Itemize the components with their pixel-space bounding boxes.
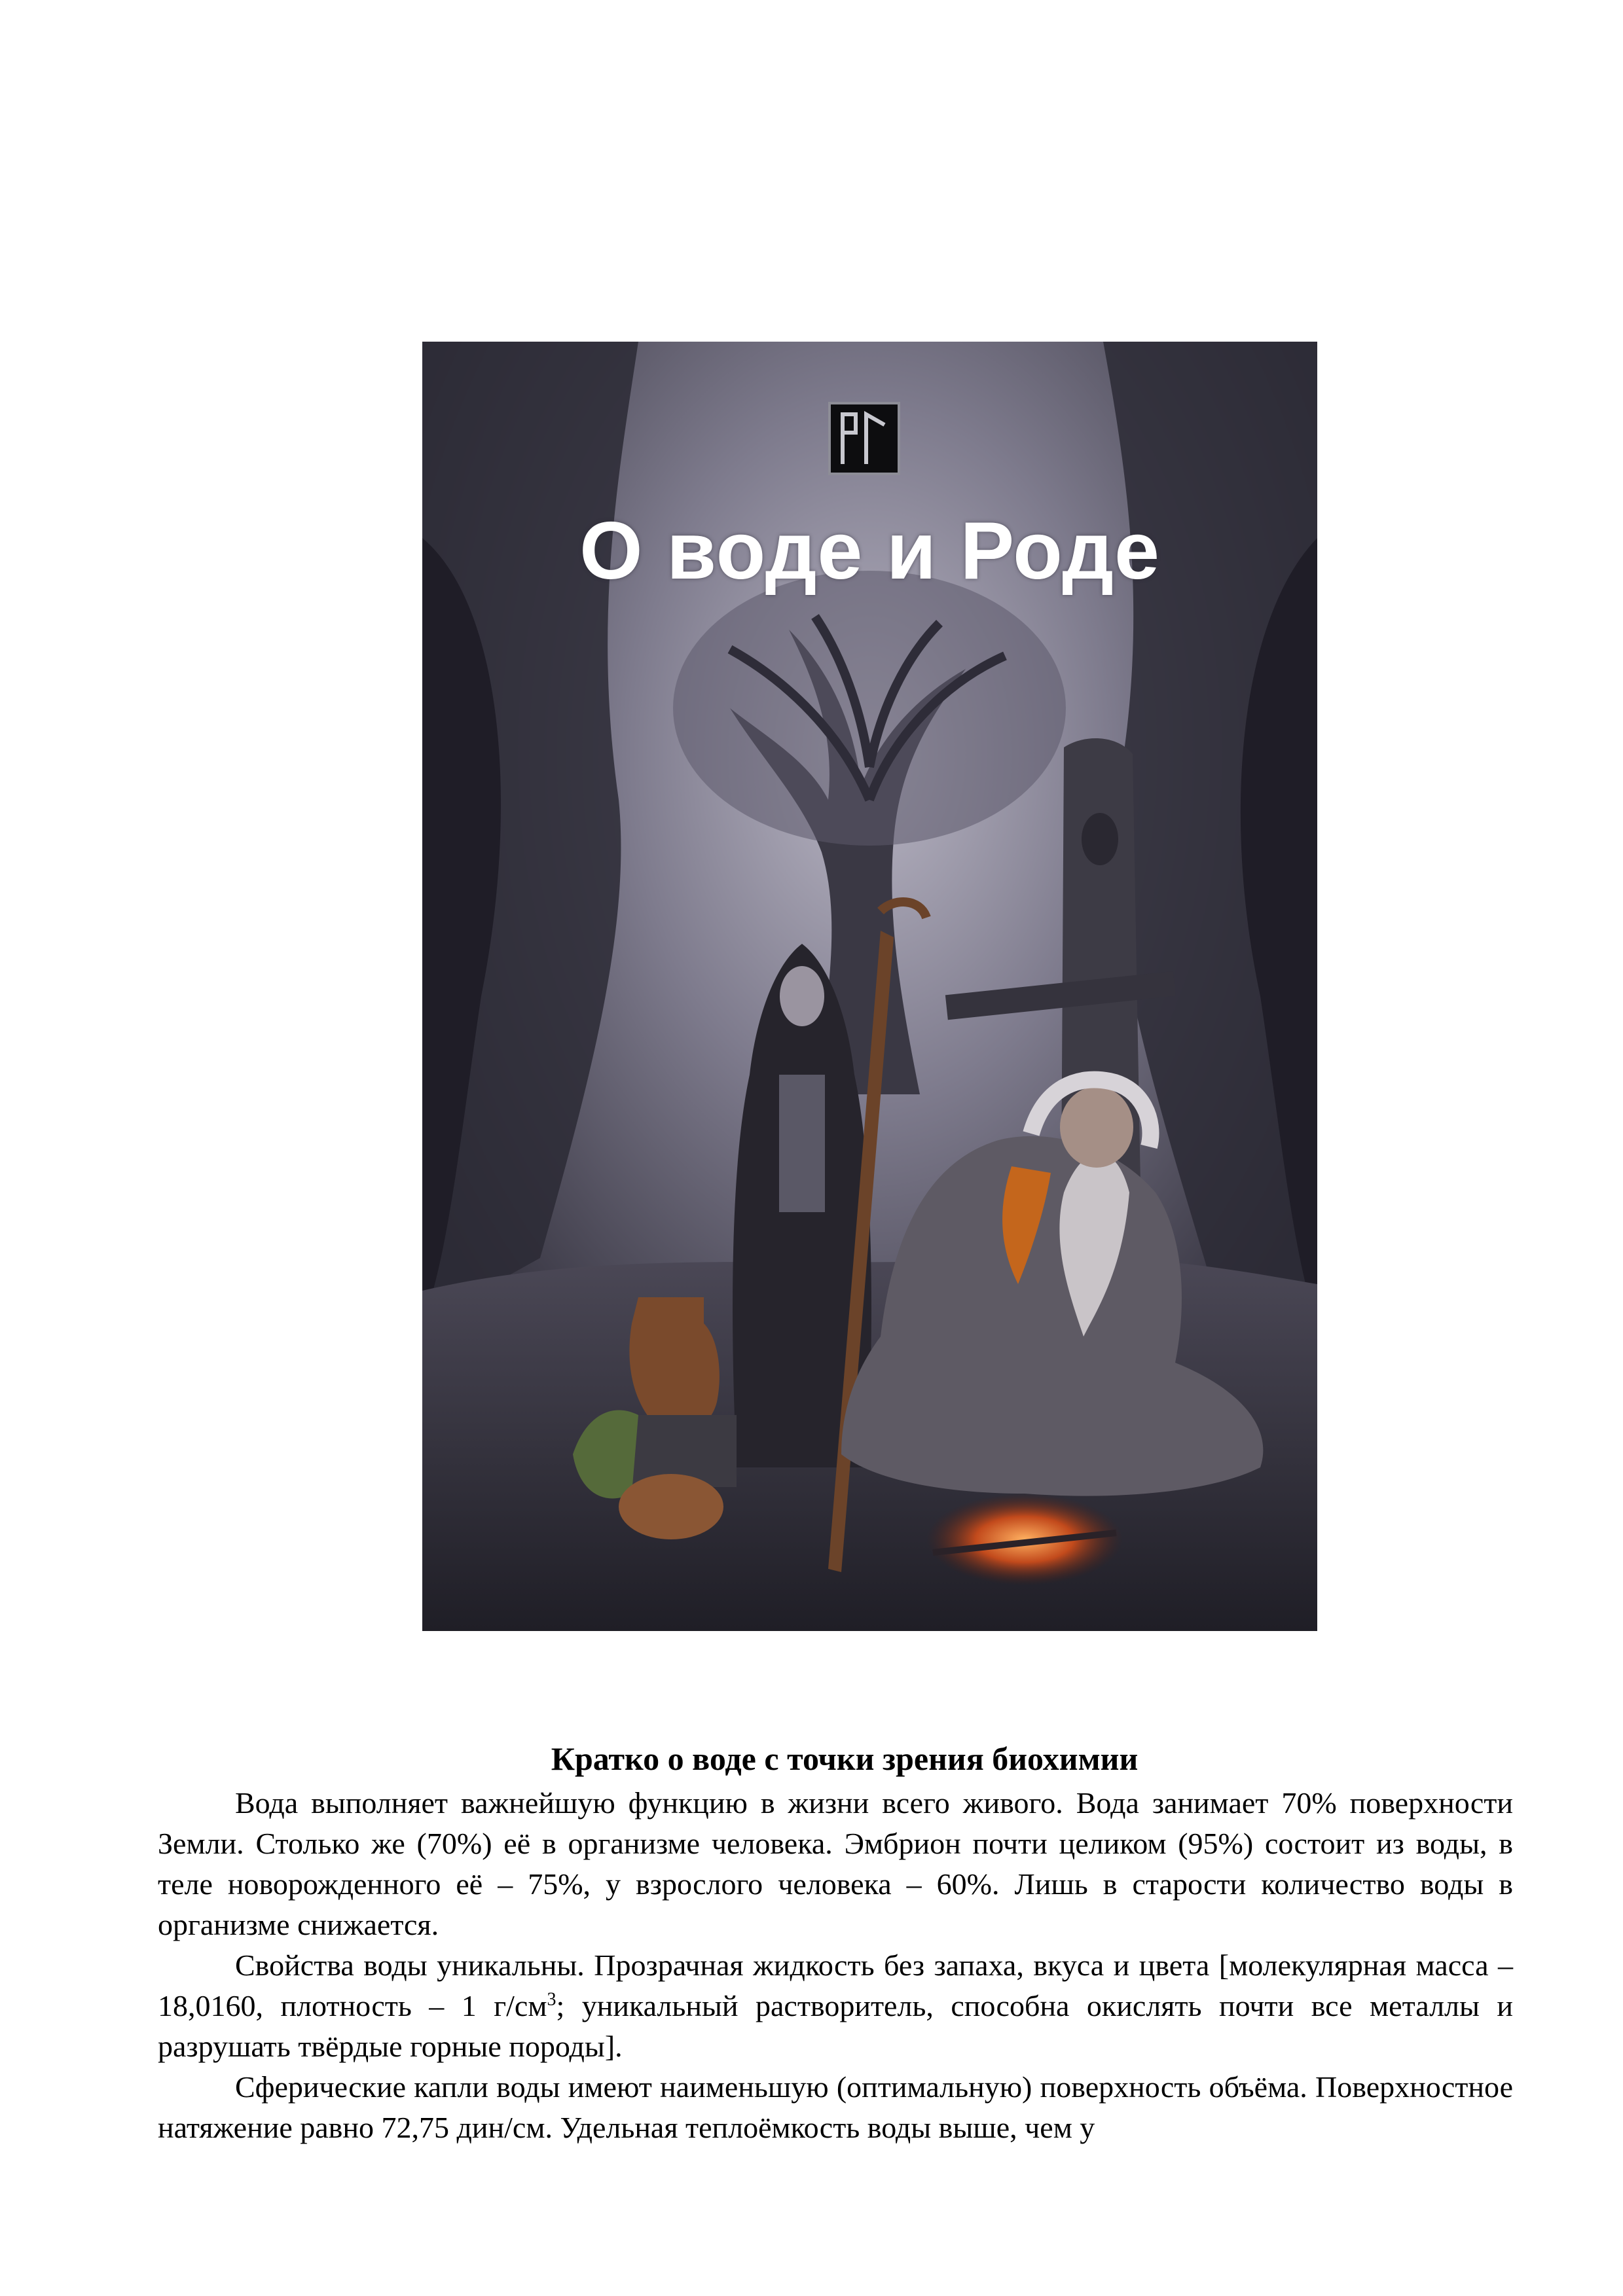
paragraph: Сферические капли воды имеют наименьшую (оптимальную) поверхность объёма. Поверхностное натяжение равно 72,75 дин/см. Удельная теплоёмкость воды выше, чем у — [158, 2070, 1513, 2144]
superscript: 3 — [547, 1989, 556, 2010]
paragraph-text: Свойства воды уникальны. Прозрачная жидкость без запаха, вкуса и цвета [молекулярная масса – 18,0160, плотность – 1 г/см — [158, 1948, 1513, 2022]
paragraph — [158, 1945, 1513, 2067]
cover-title: О воде и Роде — [579, 506, 1160, 596]
rune-glyph-icon — [839, 410, 890, 467]
section-heading: Кратко о воде с точки зрения биохимии — [551, 1740, 1139, 1777]
paragraph-text: ; уникальный растворитель, способна окислять почти все металлы и разрушать твёрдые горные породы]. — [158, 1989, 1513, 2063]
cover-illustration — [422, 342, 1317, 1631]
paragraph: Вода выполняет важнейшую функцию в жизни всего живого. Вода занимает 70% поверхности Земли. Столько же (70%) её в организме человека. Эмбрион почти целиком (95%) состоит из воды, в теле новорожденного её – 75%, у взрослого человека – 60%. Лишь в старости количество воды в организме снижается. — [158, 1786, 1513, 1941]
rune-logo-icon — [828, 402, 900, 475]
body-text — [158, 1783, 1513, 2148]
